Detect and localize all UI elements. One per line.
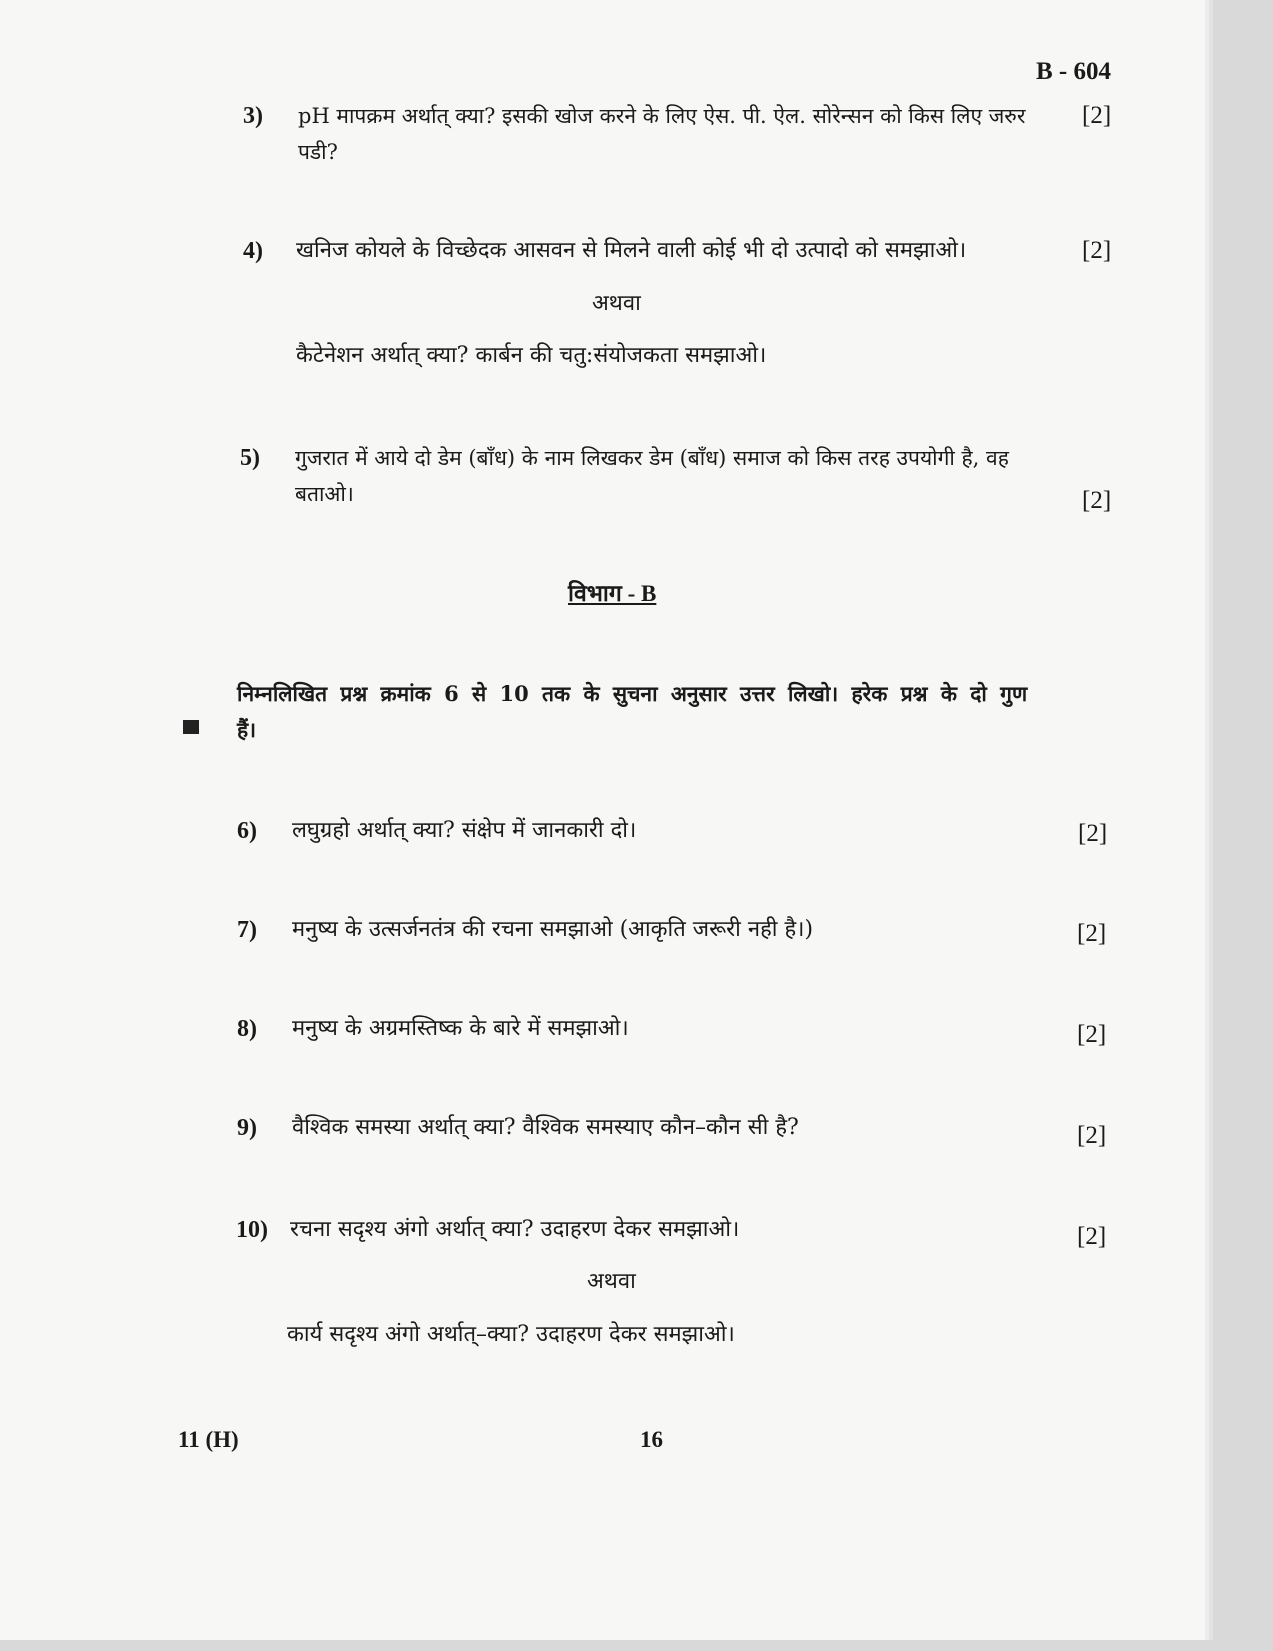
- question-marks: [2]: [1077, 1223, 1107, 1250]
- question-marks: [2]: [1082, 487, 1112, 514]
- alternate-question-text: कार्य सदृश्य अंगो अर्थात्–क्या? उदाहरण देकर समझाओ।: [287, 1322, 735, 1347]
- question-text: खनिज कोयले के विच्छेदक आसवन से मिलने वाली कोई भी दो उत्पादो को समझाओ।: [296, 238, 967, 263]
- question-marks: [2]: [1077, 1021, 1107, 1048]
- question-number: 9): [237, 1115, 257, 1141]
- question-text: मनुष्य के अग्रमस्तिष्क के बारे में समझाओ।: [292, 1016, 629, 1041]
- footer-code: 11 (H): [178, 1427, 239, 1452]
- section-title: विभाग - B: [568, 581, 657, 606]
- question-text: वैश्विक समस्या अर्थात् क्या? वैश्विक समस्याए कौन–कौन सी है?: [292, 1115, 799, 1140]
- question-text: लघुग्रहो अर्थात् क्या? संक्षेप में जानकारी दो।: [292, 818, 637, 843]
- question-number: 3): [243, 103, 263, 129]
- question-number: 8): [237, 1016, 257, 1042]
- question-marks: [2]: [1077, 920, 1107, 947]
- question-number: 6): [237, 818, 257, 844]
- section-instruction: निम्नलिखित प्रश्न क्रमांक 6 से 10 तक के सुचना अनुसार उत्तर लिखो। हरेक प्रश्न के दो गुण हैं।: [237, 681, 1028, 742]
- question-number: 4): [243, 238, 263, 264]
- square-bullet-icon: [183, 720, 199, 734]
- alternate-question-text: कैटेनेशन अर्थात् क्या? कार्बन की चतु:संयोजकता समझाओ।: [296, 343, 767, 368]
- question-text: pH मापक्रम अर्थात् क्या? इसकी खोज करने के लिए ऐस. पी. ऐल. सोरेन्सन को किस लिए जरुर पडी?: [298, 104, 1026, 164]
- or-label: अथवा: [587, 1269, 636, 1294]
- question-marks: [2]: [1077, 1122, 1107, 1149]
- page-number: 16: [640, 1427, 663, 1452]
- or-label: अथवा: [592, 291, 641, 316]
- question-text: रचना सदृश्य अंगो अर्थात् क्या? उदाहरण देकर समझाओ।: [290, 1217, 740, 1242]
- question-marks: [2]: [1082, 237, 1112, 264]
- question-marks: [2]: [1082, 102, 1112, 129]
- paper-code: B - 604: [1036, 58, 1111, 85]
- question-number: 7): [237, 917, 257, 943]
- question-text: मनुष्य के उत्सर्जनतंत्र की रचना समझाओ (आकृति जरूरी नही है।): [292, 917, 814, 942]
- question-marks: [2]: [1078, 820, 1108, 847]
- question-number: 5): [240, 445, 260, 471]
- question-number: 10): [236, 1217, 268, 1243]
- question-text: गुजरात में आये दो डेम (बाँध) के नाम लिखकर डेम (बाँध) समाज को किस तरह उपयोगी है, वह बताओ।: [295, 446, 1009, 506]
